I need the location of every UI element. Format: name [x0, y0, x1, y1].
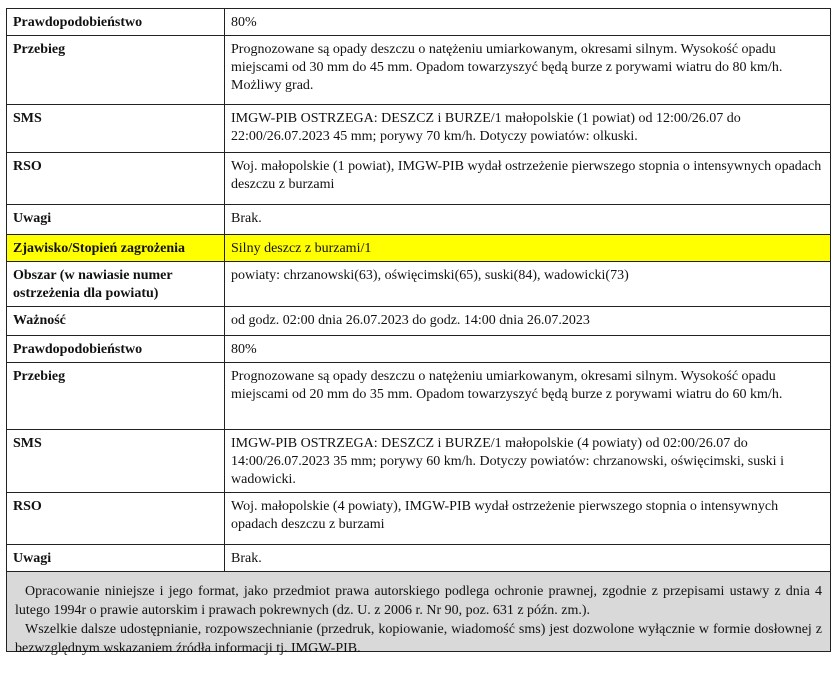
table-row: [7, 336, 831, 363]
distribution-paragraph: Wszelkie dalsze udostępnianie, rozpowszechnianie (przedruk, kopiowanie, wiadomość sms) jest dozwolone wyłącznie w formie dosłownej z bezwzględnym wskazaniem źródła informacji tj. IMGW-PIB.: [15, 622, 822, 656]
table-row: [7, 205, 831, 235]
row-value: Brak.: [225, 205, 831, 235]
row-label: Przebieg: [7, 363, 225, 430]
table-row: [7, 36, 831, 105]
table-row: [7, 105, 831, 153]
table-row: [7, 545, 831, 572]
row-value: 80%: [225, 336, 831, 363]
row-label: SMS: [7, 105, 225, 153]
row-value: Woj. małopolskie (1 powiat), IMGW-PIB wydał ostrzeżenie pierwszego stopnia o intensywnych opadach deszczu z burzami: [225, 153, 831, 205]
row-value: Woj. małopolskie (4 powiaty), IMGW-PIB wydał ostrzeżenie pierwszego stopnia o intensywnych opadach deszczu z burzami: [225, 493, 831, 545]
row-label: Ważność: [7, 307, 225, 336]
copyright-footer: [6, 572, 831, 656]
row-label: Przebieg: [7, 36, 225, 105]
row-label: RSO: [7, 493, 225, 545]
table-row: [7, 9, 831, 36]
row-value: powiaty: chrzanowski(63), oświęcimski(65), suski(84), wadowicki(73): [225, 262, 831, 307]
row-value: Brak.: [225, 545, 831, 572]
row-label: Uwagi: [7, 205, 225, 235]
row-value: od godz. 02:00 dnia 26.07.2023 do godz. 14:00 dnia 26.07.2023: [225, 307, 831, 336]
table-row: [7, 262, 831, 307]
table-row: [7, 493, 831, 545]
row-value: Prognozowane są opady deszczu o natężeniu umiarkowanym, okresami silnym. Wysokość opadu miejscami od 30 mm do 45 mm. Opadom towarzyszyć będą burze z porywami wiatru do 80 km/h. Możliwy grad.: [225, 36, 831, 105]
row-value: Silny deszcz z burzami/1: [225, 235, 831, 262]
row-value: IMGW-PIB OSTRZEGA: DESZCZ i BURZE/1 małopolskie (1 powiat) od 12:00/26.07 do 22:00/26.07.2023 45 mm; porywy 70 km/h. Dotyczy powiatów: olkuski.: [225, 105, 831, 153]
row-label: SMS: [7, 430, 225, 493]
table-row: [7, 430, 831, 493]
warning-document: [6, 8, 831, 656]
table-row: [7, 363, 831, 430]
row-label: Prawdopodobieństwo: [7, 9, 225, 36]
row-value: Prognozowane są opady deszczu o natężeniu umiarkowanym, okresami silnym. Wysokość opadu miejscami od 20 mm do 35 mm. Opadom towarzyszyć będą burze z porywami wiatru do 60 km/h.: [225, 363, 831, 430]
table-row: [7, 307, 831, 336]
row-label: Obszar (w nawiasie numer ostrzeżenia dla powiatu): [7, 262, 225, 307]
row-label: Uwagi: [7, 545, 225, 572]
row-value: 80%: [225, 9, 831, 36]
warning-table: [6, 8, 831, 572]
row-label: Zjawisko/Stopień zagrożenia: [7, 235, 225, 262]
table-row: [7, 153, 831, 205]
row-label: RSO: [7, 153, 225, 205]
row-value: IMGW-PIB OSTRZEGA: DESZCZ i BURZE/1 małopolskie (4 powiaty) od 02:00/26.07 do 14:00/26.07.2023 35 mm; porywy 60 km/h. Dotyczy powiatów: chrzanowski, oświęcimski, suski i wadowicki.: [225, 430, 831, 493]
table-row: [7, 235, 831, 262]
copyright-paragraph: Opracowanie niniejsze i jego format, jako przedmiot prawa autorskiego podlega ochronie prawnej, zgodnie z przepisami ustawy z dnia 4 lutego 1994r o prawie autorskim i prawach pokrewnych (dz. U. z 2006 r. Nr 90, poz. 631 z późn. zm.).: [15, 584, 822, 618]
row-label: Prawdopodobieństwo: [7, 336, 225, 363]
